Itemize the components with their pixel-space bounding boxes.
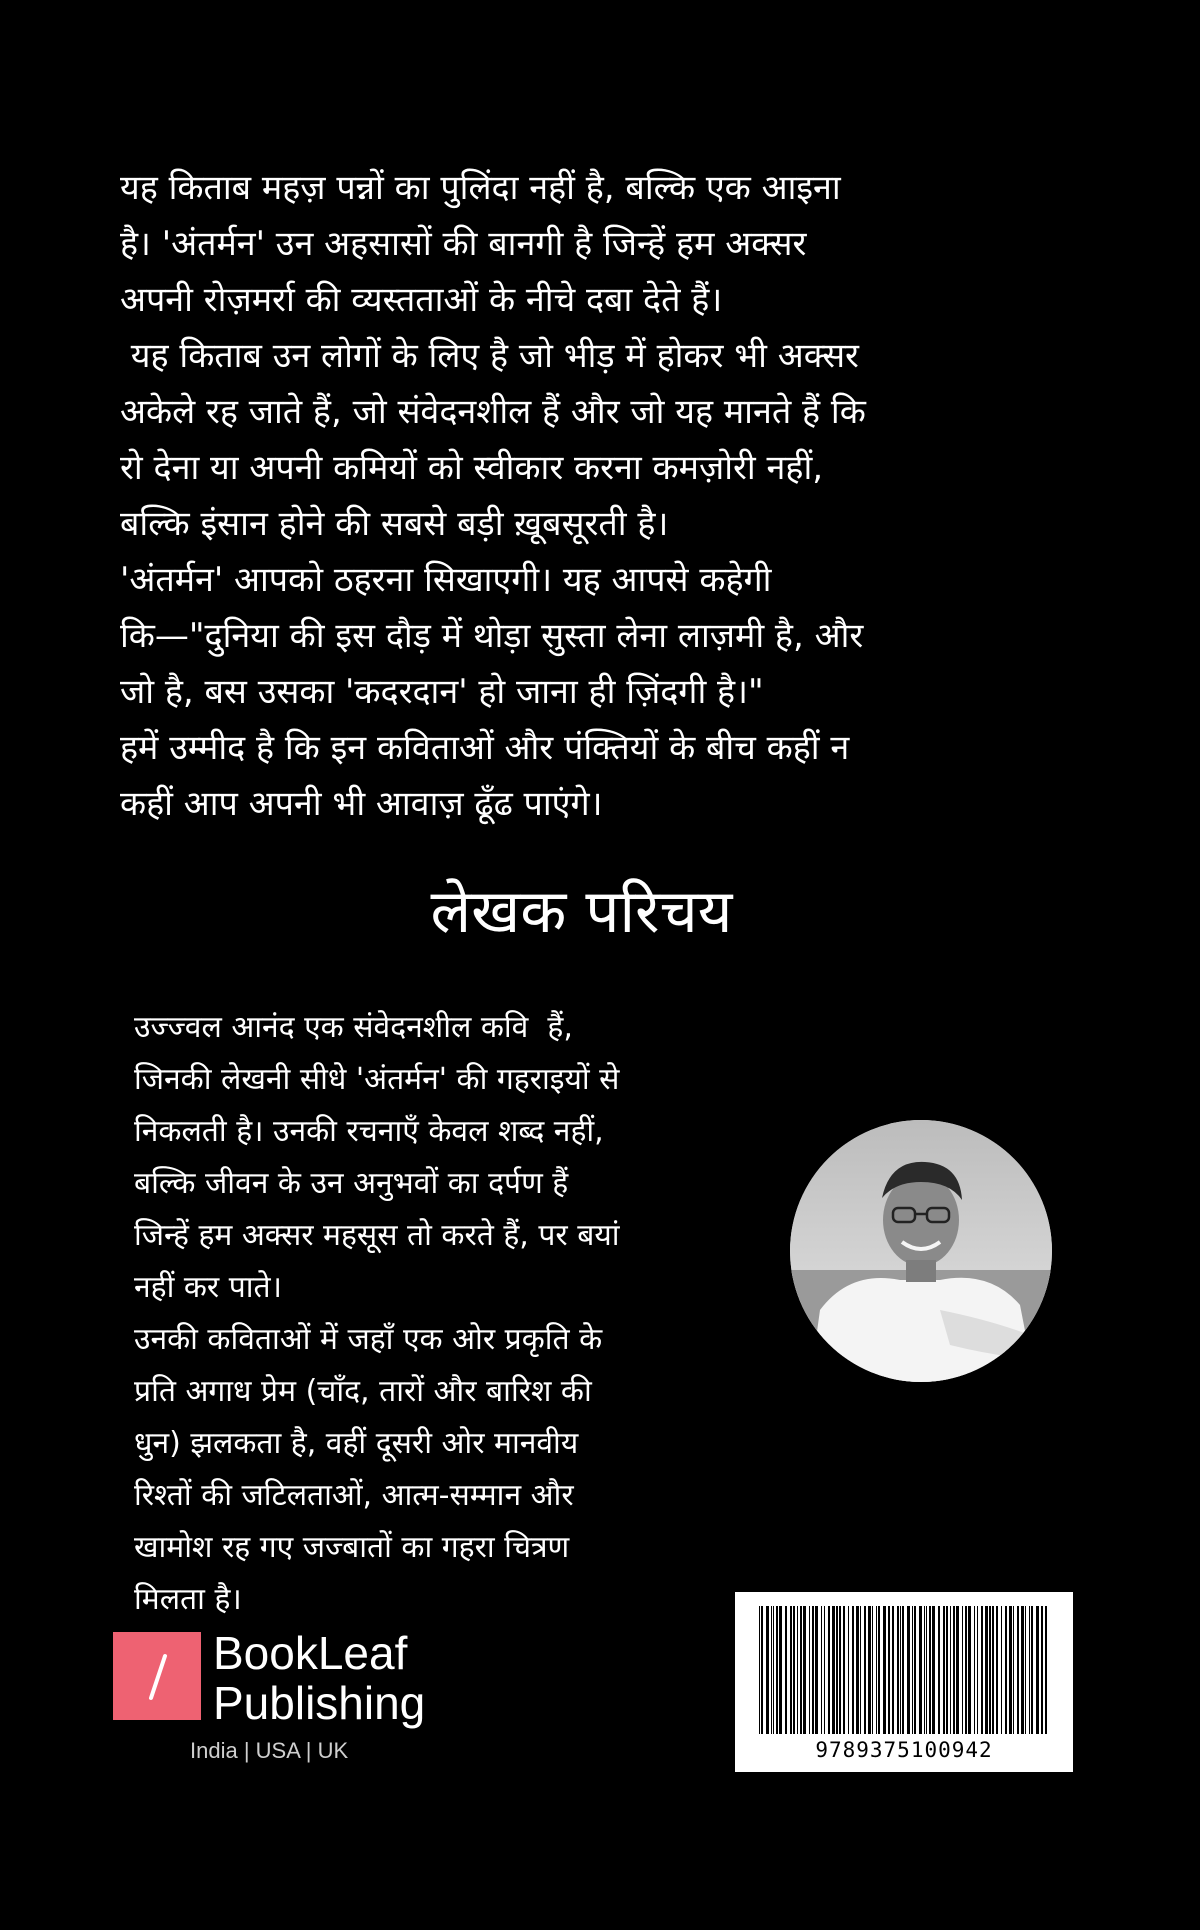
barcode-bar [962,1606,963,1734]
barcode-bar [856,1606,859,1734]
blurb-line: कहीं आप अपनी भी आवाज़ ढूँढ पाएंगे। [120,784,603,824]
barcode-bar [832,1606,835,1734]
barcode-bar [779,1606,782,1734]
barcode-bar [815,1606,818,1734]
blurb-line: है। 'अंतर्मन' उन अहसासों की बानगी है जिन्हें हम अक्सर [120,224,807,264]
bio-line: धुन) झलकता है, वहीं दूसरी ओर मानवीय [134,1426,579,1461]
barcode-bar [989,1606,991,1734]
barcode-bar [776,1606,778,1734]
barcode-bar [938,1606,940,1734]
barcode-bar [953,1606,955,1734]
blurb-line: यह किताब उन लोगों के लिए है जो भीड़ में होकर भी अक्सर [120,336,859,376]
barcode-bar [1017,1606,1019,1734]
bio-line: मिलता है। [134,1582,242,1617]
author-photo [790,1120,1052,1382]
barcode-bar [974,1606,975,1734]
barcode-bar [924,1606,925,1734]
back-cover-blurb [120,160,1020,832]
bio-line: रिश्तों की जटिलताओं, आत्म-सम्मान और [134,1478,574,1513]
barcode-bar [848,1606,849,1734]
bio-line: बल्कि जीवन के उन अनुभवों का दर्पण हैं [134,1166,569,1201]
barcode-bar [821,1606,822,1734]
barcode-bar [926,1606,927,1734]
bio-line: प्रति अगाध प्रेम (चाँद, तारों और बारिश की [134,1374,592,1409]
barcode-bar [803,1606,806,1734]
isbn-barcode [735,1592,1073,1772]
barcode-bar [790,1606,792,1734]
barcode-bar [759,1606,760,1734]
barcode-bar [1009,1606,1012,1734]
publisher-name-line2: Publishing [213,1677,426,1729]
barcode-bar [839,1606,841,1734]
barcode-bar [1005,1606,1007,1734]
barcode-bar [864,1606,866,1734]
publisher-name [213,1628,443,1728]
barcode-bar [852,1606,854,1734]
blurb-line: हमें उम्मीद है कि इन कविताओं और पंक्तियों के बीच कहीं न [120,728,850,768]
barcode-bar [956,1606,959,1734]
barcode-bar [1031,1606,1033,1734]
barcode-bar [860,1606,861,1734]
barcode-bar [878,1606,880,1734]
barcode-bar [1029,1606,1030,1734]
blurb-line: अपनी रोज़मर्रा की व्यस्तताओं के नीचे दबा देते हैं। [120,280,723,320]
author-bio [134,1002,774,1626]
barcode-bar [812,1606,814,1734]
barcode-bar [912,1606,913,1734]
barcode-bar [914,1606,916,1734]
barcode-bar [1013,1606,1014,1734]
barcode-bars [757,1606,1051,1734]
barcode-bar [965,1606,967,1734]
bio-line: उज्ज्वल आनंद एक संवेदनशील कवि हैं, [134,1010,573,1045]
barcode-bar [883,1606,886,1734]
barcode-bar [1001,1606,1002,1734]
barcode-bar [902,1606,904,1734]
publisher-regions: India | USA | UK [190,1738,349,1763]
blurb-line: जो है, बस उसका 'कदरदान' हो जाना ही ज़िंदगी है।" [120,672,764,712]
barcode-bar [785,1606,787,1734]
barcode-bar [1041,1606,1043,1734]
barcode-bar [876,1606,877,1734]
blurb-line: रो देना या अपनी कमियों को स्वीकार करना कमज़ोरी नहीं, [120,448,824,488]
bio-line: जिन्हें हम अक्सर महसूस तो करते हैं, पर बयां [134,1218,620,1253]
publisher-name-line1: BookLeaf [213,1627,408,1679]
barcode-bar [836,1606,838,1734]
barcode-bar [1036,1606,1039,1734]
barcode-bar [809,1606,810,1734]
barcode-bar [907,1606,910,1734]
barcode-bar [977,1606,978,1734]
barcode-bar [771,1606,772,1734]
barcode-bar [797,1606,798,1734]
barcode-bar [868,1606,871,1734]
barcode-bar [1021,1606,1024,1734]
barcode-bar [932,1606,935,1734]
barcode-bar [793,1606,795,1734]
blurb-line: बल्कि इंसान होने की सबसे बड़ी ख़ूबसूरती है। [120,504,669,544]
bio-line: उनकी कविताओं में जहाँ एक ओर प्रकृति के [134,1322,603,1357]
isbn-number: 9789375100942 [815,1738,993,1762]
barcode-bar [919,1606,922,1734]
blurb-line: अकेले रह जाते हैं, जो संवेदनशील हैं और जो यह मानते हैं कि [120,392,866,432]
barcode-bar [996,1606,998,1734]
barcode-bar [897,1606,899,1734]
barcode-bar [800,1606,802,1734]
bio-line: नहीं कर पाते। [134,1270,283,1305]
barcode-bar [766,1606,769,1734]
author-portrait-illustration [790,1120,1052,1382]
barcode-bar [843,1606,845,1734]
barcode-bar [1045,1606,1047,1734]
bio-line: जिनकी लेखनी सीधे 'अंतर्मन' की गहराइयों से [134,1062,620,1097]
barcode-bar [773,1606,774,1734]
blurb-line: 'अंतर्मन' आपको ठहरना सिखाएगी। यह आपसे कहेगी [120,560,772,600]
barcode-bar [828,1606,830,1734]
barcode-bar [929,1606,931,1734]
barcode-bar [946,1606,948,1734]
publisher-logo-mark [113,1632,201,1720]
barcode-bar [985,1606,988,1734]
barcode-bar [981,1606,983,1734]
barcode-bar [968,1606,971,1734]
barcode-bar [872,1606,873,1734]
bio-line: निकलती है। उनकी रचनाएँ केवल शब्द नहीं, [134,1114,604,1149]
barcode-bar [1025,1606,1026,1734]
barcode-bar [992,1606,994,1734]
barcode-bar [888,1606,890,1734]
author-section-title: लेखक परिचय [430,877,733,947]
blurb-line: यह किताब महज़ पन्नों का पुलिंदा नहीं है, बल्कि एक आइना [120,168,841,208]
blurb-line: कि—"दुनिया की इस दौड़ में थोड़ा सुस्ता लेना लाज़मी है, और [120,616,864,656]
barcode-bar [943,1606,945,1734]
barcode-bar [761,1606,763,1734]
barcode-bar [900,1606,901,1734]
bio-line: खामोश रह गए जज्बातों का गहरा चित्रण [134,1530,570,1565]
barcode-bar [824,1606,825,1734]
barcode-bar [950,1606,951,1734]
barcode-bar [892,1606,894,1734]
slash-icon [113,1632,201,1720]
